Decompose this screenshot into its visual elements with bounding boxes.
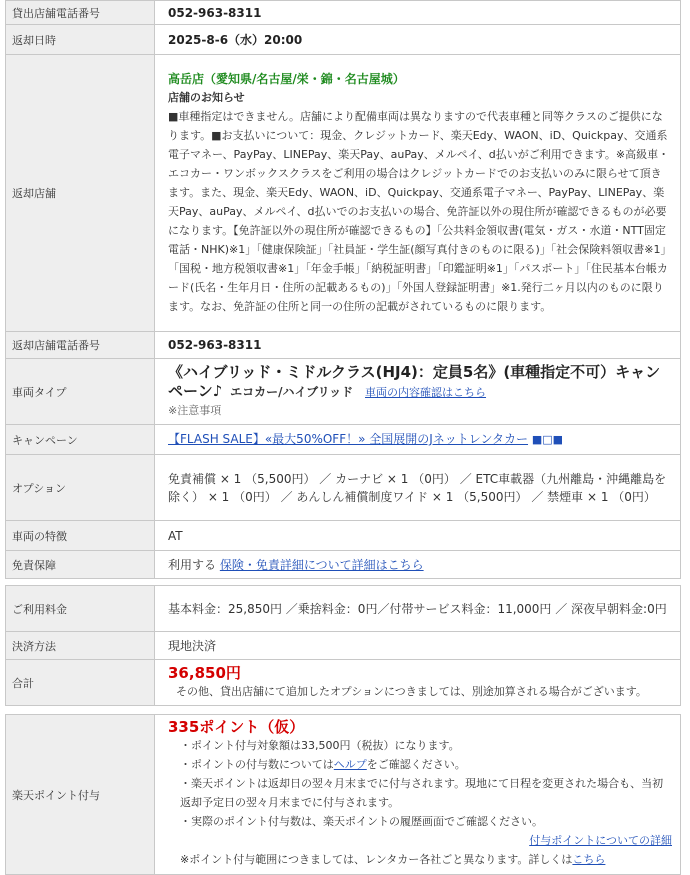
label-return-phone: 返却店舗電話番号	[6, 332, 155, 359]
value-features: AT	[155, 521, 681, 551]
points-item-2-suffix: をご確認ください。	[366, 758, 466, 771]
total-note: その他、貸出店舗にて追加したオプションにつきましては、別途加算される場合がございます。	[176, 685, 647, 698]
value-payment: 現地決済	[155, 632, 681, 660]
row-total	[6, 660, 681, 706]
row-pickup-phone	[6, 1, 681, 25]
points-item-2-text: ・ポイントの付与数については	[180, 758, 334, 771]
row-return-date	[6, 25, 681, 55]
points-footer-text: ※ポイント付与範囲につきましては、レンタカー各社ごと異なります。詳しくは	[180, 853, 573, 866]
points-value: 335ポイント（仮）	[168, 718, 305, 736]
row-insurance	[6, 551, 681, 579]
label-payment: 決済方法	[6, 632, 155, 660]
label-features: 車両の特徴	[6, 521, 155, 551]
vehicle-category: エコカー/ハイブリッド	[230, 385, 354, 399]
row-vehicle	[6, 359, 681, 425]
value-total	[155, 660, 681, 706]
row-features	[6, 521, 681, 551]
row-options	[6, 455, 681, 521]
points-footer	[168, 850, 672, 869]
campaign-link[interactable]: 【FLASH SALE】«最大50%OFF！» 全国展開のJネットレンタカー	[168, 432, 529, 446]
value-return-phone: 052-963-8311	[155, 332, 681, 359]
row-payment	[6, 632, 681, 660]
points-footer-link[interactable]: こちら	[572, 853, 606, 866]
value-insurance	[155, 551, 681, 579]
value-vehicle	[155, 359, 681, 425]
points-item-4: ・実際のポイント付与数は、楽天ポイントの履歴画面でご確認ください。	[180, 815, 543, 828]
row-fees	[6, 586, 681, 632]
label-options: オプション	[6, 455, 155, 521]
vehicle-note: ※注意事項	[168, 404, 222, 417]
value-points	[155, 715, 681, 875]
row-campaign	[6, 425, 681, 455]
help-link[interactable]: ヘルプ	[333, 758, 367, 771]
row-return-store	[6, 55, 681, 332]
notice-title: 店舗のお知らせ	[168, 91, 245, 104]
label-vehicle: 車両タイプ	[6, 359, 155, 425]
value-return-date: 2025-8-6（水）20:00	[155, 25, 681, 55]
vehicle-details-link[interactable]: 車両の内容確認はこちら	[365, 386, 487, 399]
value-options: 免責補償 × 1 （5,500円） ／ カーナビ × 1 （0円） ／ ETC車載器（九州離島・沖縄離島を除く） × 1 （0円） ／ あんしん補償制度ワイド × 1 （5,500円） ／ 禁煙車 × 1 （0円）	[155, 455, 681, 521]
points-list	[168, 736, 672, 869]
campaign-icons: ■□■	[531, 433, 564, 446]
fees-table	[5, 585, 681, 706]
points-table	[5, 714, 681, 875]
label-fees: ご利用料金	[6, 586, 155, 632]
row-points	[6, 715, 681, 875]
label-pickup-phone: 貸出店舗電話番号	[6, 1, 155, 25]
label-campaign: キャンペーン	[6, 425, 155, 455]
label-total: 合計	[6, 660, 155, 706]
row-return-phone	[6, 332, 681, 359]
insurance-value: 利用する	[168, 557, 217, 572]
label-insurance: 免責保障	[6, 551, 155, 579]
insurance-details-link[interactable]: 保険・免責詳細について詳細はこちら	[219, 557, 424, 572]
points-item-2	[168, 755, 672, 774]
value-campaign	[155, 425, 681, 455]
value-return-store	[155, 55, 681, 332]
store-name: 高岳店（愛知県/名古屋/栄・錦・名古屋城）	[168, 72, 405, 86]
label-points: 楽天ポイント付与	[6, 715, 155, 875]
value-pickup-phone: 052-963-8311	[155, 1, 681, 25]
value-fees: 基本料金：25,850円 ／乗捨料金：0円／付帯サービス料金：11,000円 ／ 深夜早朝料金:0円	[155, 586, 681, 632]
reservation-table	[5, 0, 681, 579]
points-item-1: ・ポイント付与対象額は33,500円（税抜）になります。	[180, 739, 460, 752]
label-return-store: 返却店舗	[6, 55, 155, 332]
points-item-3: ・楽天ポイントは返却日の翌々月末までに付与されます。現地にて日程を変更された場合も、当初返却予定日の翌々月末までに付与されます。	[180, 777, 664, 809]
points-detail-row	[168, 831, 672, 850]
vehicle-name: 《ハイブリッド・ミドルクラス(HJ4)：定員5名》(車種指定不可）キャンペーン♪	[168, 363, 661, 400]
notice-body: ■車種指定はできません。店舗により配備車両は異なりますので代表車種と同等クラスのご提供になります。■お支払いについて：現金、クレジットカード、楽天Edy、WAON、iD、Quickpay、交通系電子マネー、PayPay、LINEPay、楽天Pay、auPay、メルペイ、d払いがご利用できます。※高級車・エコカー・ワンボックスクラスをご利用の場合はクレジットカードでのお支払いのみに限らせて頂きます。また、現金、楽天Edy、WAON、iD、Quickpay、交通系電子マネー、PayPay、LINEPay、楽天Pay、auPay、メルペイ、d払いでのお支払いの場合、免許証以外の現住所が確認できるものが必要になります。【免許証以外の現住所が確認できるもの】「公共料金領収書(電気・ガス・水道・NTT固定電話・NHK)※1」「健康保険証」「社員証・学生証(顔写真付きのものに限る)」「社会保険料領収書※1」「国税・地方税領収書※1」「年金手帳」「納税証明書」「印鑑証明※1」「パスポート」「住民基本台帳カード(氏名・生年月日・住所の記載あるもの)」「外国人登録証明書」※1.発行二ヶ月以内のものに限ります。なお、免許証の住所と同一の住所の記載がされているものに限ります。	[168, 110, 672, 313]
points-detail-link[interactable]: 付与ポイントについての詳細	[529, 834, 672, 847]
total-amount: 36,850円	[168, 664, 241, 682]
label-return-date: 返却日時	[6, 25, 155, 55]
